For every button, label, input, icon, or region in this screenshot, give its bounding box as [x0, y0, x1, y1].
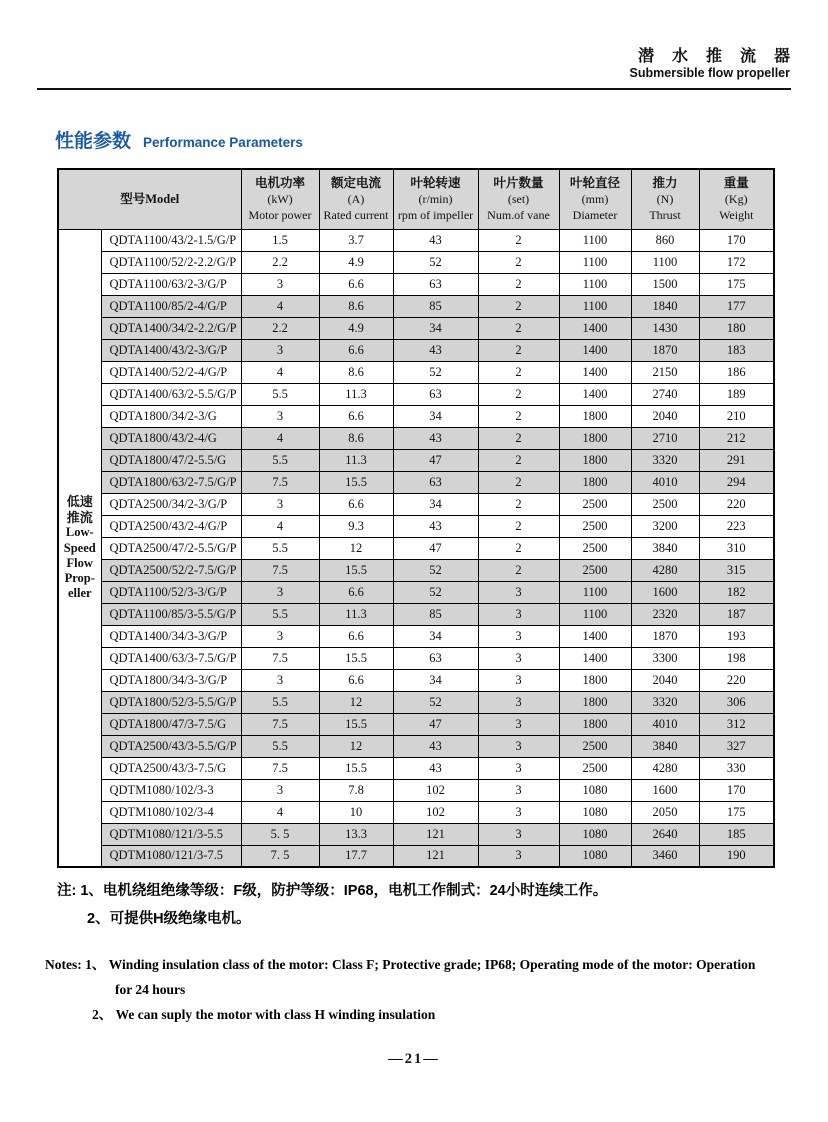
cell-model: QDTA1100/63/2-3/G/P: [101, 273, 241, 295]
category-cell: 低速 推流 Low- Speed Flow Prop- eller: [58, 229, 101, 867]
cell-diameter: 1800: [559, 691, 631, 713]
note-en-2: 2、 We can suply the motor with class H winding insulation: [92, 1007, 436, 1022]
cell-diameter: 1800: [559, 669, 631, 691]
cell-vanes: 3: [478, 757, 559, 779]
cell-current: 6.6: [319, 581, 393, 603]
column-header-rpm: 叶轮转速 (r/min) rpm of impeller: [393, 169, 478, 229]
cell-current: 12: [319, 735, 393, 757]
cell-power: 3: [241, 625, 319, 647]
cell-vanes: 3: [478, 713, 559, 735]
cell-power: 5. 5: [241, 823, 319, 845]
table-row: [58, 647, 774, 669]
note-cn-2: 2、可提供H级绝缘电机。: [87, 910, 251, 927]
table-row: [58, 603, 774, 625]
cell-weight: 170: [699, 229, 774, 251]
cell-current: 11.3: [319, 603, 393, 625]
cell-diameter: 1800: [559, 405, 631, 427]
cell-rpm: 43: [393, 229, 478, 251]
column-header-power: 电机功率 (kW) Motor power: [241, 169, 319, 229]
cell-current: 17.7: [319, 845, 393, 867]
cell-power: 3: [241, 779, 319, 801]
note-en-1-cont: for 24 hours: [115, 981, 186, 997]
cell-current: 4.9: [319, 251, 393, 273]
cell-rpm: 63: [393, 383, 478, 405]
cell-current: 6.6: [319, 625, 393, 647]
cell-model: QDTA1400/63/3-7.5/G/P: [101, 647, 241, 669]
cell-thrust: 4010: [631, 471, 699, 493]
cell-thrust: 1600: [631, 581, 699, 603]
table-row: [58, 801, 774, 823]
cell-power: 7.5: [241, 757, 319, 779]
cell-weight: 170: [699, 779, 774, 801]
cell-diameter: 1080: [559, 823, 631, 845]
cell-weight: 187: [699, 603, 774, 625]
cell-current: 3.7: [319, 229, 393, 251]
cell-thrust: 2050: [631, 801, 699, 823]
cell-thrust: 4010: [631, 713, 699, 735]
cell-diameter: 2500: [559, 735, 631, 757]
cell-current: 15.5: [319, 713, 393, 735]
cell-vanes: 2: [478, 229, 559, 251]
cell-diameter: 1080: [559, 779, 631, 801]
cell-model: QDTA1800/63/2-7.5/G/P: [101, 471, 241, 493]
cell-rpm: 34: [393, 669, 478, 691]
table-row: [58, 273, 774, 295]
cell-thrust: 860: [631, 229, 699, 251]
cell-current: 13.3: [319, 823, 393, 845]
cell-thrust: 1430: [631, 317, 699, 339]
cell-thrust: 3840: [631, 537, 699, 559]
table-row: [58, 581, 774, 603]
cell-diameter: 1100: [559, 295, 631, 317]
table-row: [58, 669, 774, 691]
cell-vanes: 3: [478, 625, 559, 647]
cell-power: 5.5: [241, 537, 319, 559]
cell-diameter: 1400: [559, 383, 631, 405]
cell-power: 3: [241, 493, 319, 515]
cell-rpm: 52: [393, 251, 478, 273]
cell-current: 15.5: [319, 471, 393, 493]
cell-model: QDTA2500/34/2-3/G/P: [101, 493, 241, 515]
table-header-row: [58, 169, 774, 229]
table-row: [58, 405, 774, 427]
cell-current: 12: [319, 537, 393, 559]
cell-rpm: 52: [393, 361, 478, 383]
cell-power: 2.2: [241, 251, 319, 273]
cell-weight: 291: [699, 449, 774, 471]
cell-vanes: 2: [478, 361, 559, 383]
cell-thrust: 2040: [631, 669, 699, 691]
header-divider: [37, 88, 791, 90]
cell-current: 15.5: [319, 757, 393, 779]
cell-thrust: 3200: [631, 515, 699, 537]
cell-vanes: 2: [478, 427, 559, 449]
cell-power: 7. 5: [241, 845, 319, 867]
cell-current: 8.6: [319, 295, 393, 317]
cell-model: QDTA1100/43/2-1.5/G/P: [101, 229, 241, 251]
cell-thrust: 2740: [631, 383, 699, 405]
cell-thrust: 3300: [631, 647, 699, 669]
cell-model: QDTA1400/34/3-3/G/P: [101, 625, 241, 647]
cell-vanes: 2: [478, 339, 559, 361]
cell-thrust: 4280: [631, 559, 699, 581]
cell-rpm: 43: [393, 757, 478, 779]
table-row: [58, 449, 774, 471]
cell-thrust: 3320: [631, 449, 699, 471]
cell-current: 10: [319, 801, 393, 823]
cell-thrust: 3320: [631, 691, 699, 713]
cell-rpm: 34: [393, 405, 478, 427]
cell-power: 3: [241, 339, 319, 361]
cell-rpm: 85: [393, 295, 478, 317]
cell-weight: 312: [699, 713, 774, 735]
cell-weight: 177: [699, 295, 774, 317]
cell-power: 2.2: [241, 317, 319, 339]
cell-vanes: 2: [478, 295, 559, 317]
cell-weight: 182: [699, 581, 774, 603]
cell-current: 6.6: [319, 339, 393, 361]
table-row: [58, 713, 774, 735]
cell-weight: 175: [699, 801, 774, 823]
table-row: [58, 493, 774, 515]
cell-power: 5.5: [241, 691, 319, 713]
cell-thrust: 3460: [631, 845, 699, 867]
cell-power: 7.5: [241, 647, 319, 669]
cell-diameter: 2500: [559, 757, 631, 779]
cell-rpm: 121: [393, 823, 478, 845]
cell-current: 6.6: [319, 493, 393, 515]
table-row: [58, 251, 774, 273]
note-en-1: Notes: 1、 Winding insulation class of the motor: Class F; Protective grade; IP68; Operating mode of the motor: Operation: [45, 957, 756, 972]
cell-thrust: 2320: [631, 603, 699, 625]
cell-power: 4: [241, 427, 319, 449]
brand-title-en: Submersible flow propeller: [629, 66, 790, 81]
cell-model: QDTA1400/43/2-3/G/P: [101, 339, 241, 361]
column-header-vanes: 叶片数量 (set) Num.of vane: [478, 169, 559, 229]
cell-diameter: 1400: [559, 647, 631, 669]
cell-weight: 183: [699, 339, 774, 361]
cell-thrust: 1840: [631, 295, 699, 317]
cell-power: 5.5: [241, 603, 319, 625]
cell-weight: 220: [699, 493, 774, 515]
brand-header: [629, 48, 797, 81]
cell-power: 4: [241, 801, 319, 823]
cell-diameter: 1800: [559, 427, 631, 449]
table-row: [58, 757, 774, 779]
cell-weight: 306: [699, 691, 774, 713]
cell-rpm: 52: [393, 691, 478, 713]
cell-thrust: 1870: [631, 625, 699, 647]
table-row: [58, 361, 774, 383]
cell-weight: 294: [699, 471, 774, 493]
cell-thrust: 1100: [631, 251, 699, 273]
cell-vanes: 3: [478, 735, 559, 757]
cell-diameter: 1800: [559, 471, 631, 493]
cell-current: 11.3: [319, 383, 393, 405]
cell-power: 5.5: [241, 449, 319, 471]
brand-title-cn: 潜 水 推 流 器: [637, 48, 797, 65]
table-row: [58, 537, 774, 559]
cell-model: QDTA2500/47/2-5.5/G/P: [101, 537, 241, 559]
cell-weight: 198: [699, 647, 774, 669]
cell-model: QDTA1400/52/2-4/G/P: [101, 361, 241, 383]
cell-power: 3: [241, 669, 319, 691]
table-row: [58, 471, 774, 493]
notes-chinese: [57, 884, 607, 926]
table-row: [58, 515, 774, 537]
cell-diameter: 1100: [559, 229, 631, 251]
cell-thrust: 1870: [631, 339, 699, 361]
cell-weight: 315: [699, 559, 774, 581]
column-header-current: 额定电流 (A) Rated current: [319, 169, 393, 229]
cell-weight: 223: [699, 515, 774, 537]
cell-vanes: 3: [478, 647, 559, 669]
cell-model: QDTM1080/102/3-4: [101, 801, 241, 823]
cell-rpm: 47: [393, 449, 478, 471]
cell-rpm: 34: [393, 493, 478, 515]
cell-rpm: 52: [393, 581, 478, 603]
cell-weight: 175: [699, 273, 774, 295]
cell-rpm: 43: [393, 735, 478, 757]
cell-vanes: 3: [478, 779, 559, 801]
cell-model: QDTA2500/43/2-4/G/P: [101, 515, 241, 537]
cell-vanes: 2: [478, 317, 559, 339]
cell-rpm: 63: [393, 471, 478, 493]
cell-rpm: 47: [393, 537, 478, 559]
cell-model: QDTM1080/102/3-3: [101, 779, 241, 801]
cell-power: 4: [241, 515, 319, 537]
cell-current: 9.3: [319, 515, 393, 537]
cell-vanes: 2: [478, 251, 559, 273]
cell-weight: 210: [699, 405, 774, 427]
cell-diameter: 1800: [559, 449, 631, 471]
cell-weight: 327: [699, 735, 774, 757]
cell-rpm: 43: [393, 339, 478, 361]
column-header-model: 型号Model: [58, 169, 241, 229]
cell-weight: 190: [699, 845, 774, 867]
cell-current: 11.3: [319, 449, 393, 471]
cell-vanes: 3: [478, 845, 559, 867]
cell-power: 4: [241, 295, 319, 317]
cell-vanes: 2: [478, 405, 559, 427]
cell-weight: 310: [699, 537, 774, 559]
table-row: [58, 845, 774, 867]
cell-current: 8.6: [319, 361, 393, 383]
cell-rpm: 102: [393, 779, 478, 801]
cell-rpm: 43: [393, 427, 478, 449]
cell-diameter: 2500: [559, 559, 631, 581]
cell-diameter: 1100: [559, 251, 631, 273]
cell-power: 7.5: [241, 471, 319, 493]
cell-vanes: 2: [478, 559, 559, 581]
table-row: [58, 295, 774, 317]
cell-diameter: 1400: [559, 317, 631, 339]
cell-power: 3: [241, 405, 319, 427]
cell-rpm: 102: [393, 801, 478, 823]
cell-thrust: 3840: [631, 735, 699, 757]
cell-diameter: 1100: [559, 581, 631, 603]
cell-current: 4.9: [319, 317, 393, 339]
page-number: —21—: [388, 1051, 440, 1067]
column-header-thrust: 推力 (N) Thrust: [631, 169, 699, 229]
cell-diameter: 1400: [559, 339, 631, 361]
cell-diameter: 1080: [559, 801, 631, 823]
cell-power: 3: [241, 581, 319, 603]
cell-model: QDTA1400/34/2-2.2/G/P: [101, 317, 241, 339]
cell-rpm: 34: [393, 625, 478, 647]
cell-vanes: 2: [478, 493, 559, 515]
table-row: [58, 625, 774, 647]
cell-vanes: 2: [478, 471, 559, 493]
cell-diameter: 1800: [559, 713, 631, 735]
cell-current: 6.6: [319, 273, 393, 295]
cell-weight: 330: [699, 757, 774, 779]
cell-diameter: 2500: [559, 515, 631, 537]
cell-current: 15.5: [319, 559, 393, 581]
cell-model: QDTA2500/52/2-7.5/G/P: [101, 559, 241, 581]
table-row: [58, 559, 774, 581]
table-row: [58, 317, 774, 339]
cell-thrust: 1500: [631, 273, 699, 295]
cell-thrust: 2040: [631, 405, 699, 427]
cell-vanes: 3: [478, 823, 559, 845]
cell-model: QDTA1800/47/2-5.5/G: [101, 449, 241, 471]
cell-rpm: 63: [393, 647, 478, 669]
cell-weight: 220: [699, 669, 774, 691]
section-title-en: Performance Parameters: [143, 135, 303, 150]
cell-weight: 180: [699, 317, 774, 339]
cell-weight: 172: [699, 251, 774, 273]
note-cn-1: 注: 1、电机绕组绝缘等级：F级，防护等级：IP68，电机工作制式：24小时连续工作。: [57, 883, 608, 899]
cell-model: QDTA1800/52/3-5.5/G/P: [101, 691, 241, 713]
cell-power: 4: [241, 361, 319, 383]
cell-model: QDTA2500/43/3-5.5/G/P: [101, 735, 241, 757]
column-header-diameter: 叶轮直径 (mm) Diameter: [559, 169, 631, 229]
cell-model: QDTM1080/121/3-7.5: [101, 845, 241, 867]
table-row: [58, 427, 774, 449]
cell-model: QDTM1080/121/3-5.5: [101, 823, 241, 845]
cell-weight: 212: [699, 427, 774, 449]
cell-model: QDTA2500/43/3-7.5/G: [101, 757, 241, 779]
cell-current: 7.8: [319, 779, 393, 801]
cell-rpm: 47: [393, 713, 478, 735]
cell-vanes: 2: [478, 449, 559, 471]
cell-vanes: 2: [478, 383, 559, 405]
cell-model: QDTA1800/43/2-4/G: [101, 427, 241, 449]
table-row: [58, 383, 774, 405]
cell-model: QDTA1100/85/2-4/G/P: [101, 295, 241, 317]
cell-power: 3: [241, 273, 319, 295]
cell-power: 7.5: [241, 559, 319, 581]
cell-thrust: 2640: [631, 823, 699, 845]
cell-vanes: 3: [478, 603, 559, 625]
cell-model: QDTA1400/63/2-5.5/G/P: [101, 383, 241, 405]
cell-vanes: 2: [478, 515, 559, 537]
cell-vanes: 2: [478, 537, 559, 559]
cell-vanes: 3: [478, 669, 559, 691]
cell-rpm: 43: [393, 515, 478, 537]
cell-diameter: 1100: [559, 603, 631, 625]
section-title: [55, 126, 303, 153]
cell-current: 6.6: [319, 669, 393, 691]
column-header-weight: 重量 (Kg) Weight: [699, 169, 774, 229]
cell-thrust: 4280: [631, 757, 699, 779]
cell-weight: 189: [699, 383, 774, 405]
cell-model: QDTA1100/85/3-5.5/G/P: [101, 603, 241, 625]
cell-power: 7.5: [241, 713, 319, 735]
cell-vanes: 2: [478, 273, 559, 295]
table-row: [58, 339, 774, 361]
table-row: [58, 779, 774, 801]
cell-weight: 185: [699, 823, 774, 845]
cell-diameter: 1080: [559, 845, 631, 867]
cell-thrust: 2710: [631, 427, 699, 449]
cell-rpm: 121: [393, 845, 478, 867]
cell-model: QDTA1800/34/3-3/G/P: [101, 669, 241, 691]
section-title-cn: 性能参数: [55, 131, 132, 152]
cell-rpm: 85: [393, 603, 478, 625]
cell-thrust: 1600: [631, 779, 699, 801]
cell-current: 8.6: [319, 427, 393, 449]
cell-current: 12: [319, 691, 393, 713]
cell-weight: 193: [699, 625, 774, 647]
cell-current: 15.5: [319, 647, 393, 669]
cell-power: 1.5: [241, 229, 319, 251]
cell-thrust: 2500: [631, 493, 699, 515]
cell-power: 5.5: [241, 735, 319, 757]
table-row: [58, 229, 774, 251]
cell-vanes: 3: [478, 691, 559, 713]
cell-rpm: 63: [393, 273, 478, 295]
performance-table: [57, 168, 775, 868]
cell-vanes: 3: [478, 581, 559, 603]
cell-rpm: 34: [393, 317, 478, 339]
cell-diameter: 1400: [559, 625, 631, 647]
notes-english: [45, 958, 755, 1022]
cell-model: QDTA1100/52/2-2.2/G/P: [101, 251, 241, 273]
table-row: [58, 735, 774, 757]
table-row: [58, 691, 774, 713]
cell-power: 5.5: [241, 383, 319, 405]
cell-diameter: 1400: [559, 361, 631, 383]
cell-weight: 186: [699, 361, 774, 383]
cell-model: QDTA1800/34/2-3/G: [101, 405, 241, 427]
cell-model: QDTA1800/47/3-7.5/G: [101, 713, 241, 735]
cell-diameter: 1100: [559, 273, 631, 295]
cell-current: 6.6: [319, 405, 393, 427]
table-row: [58, 823, 774, 845]
cell-rpm: 52: [393, 559, 478, 581]
cell-model: QDTA1100/52/3-3/G/P: [101, 581, 241, 603]
cell-vanes: 3: [478, 801, 559, 823]
cell-thrust: 2150: [631, 361, 699, 383]
cell-diameter: 2500: [559, 537, 631, 559]
cell-diameter: 2500: [559, 493, 631, 515]
